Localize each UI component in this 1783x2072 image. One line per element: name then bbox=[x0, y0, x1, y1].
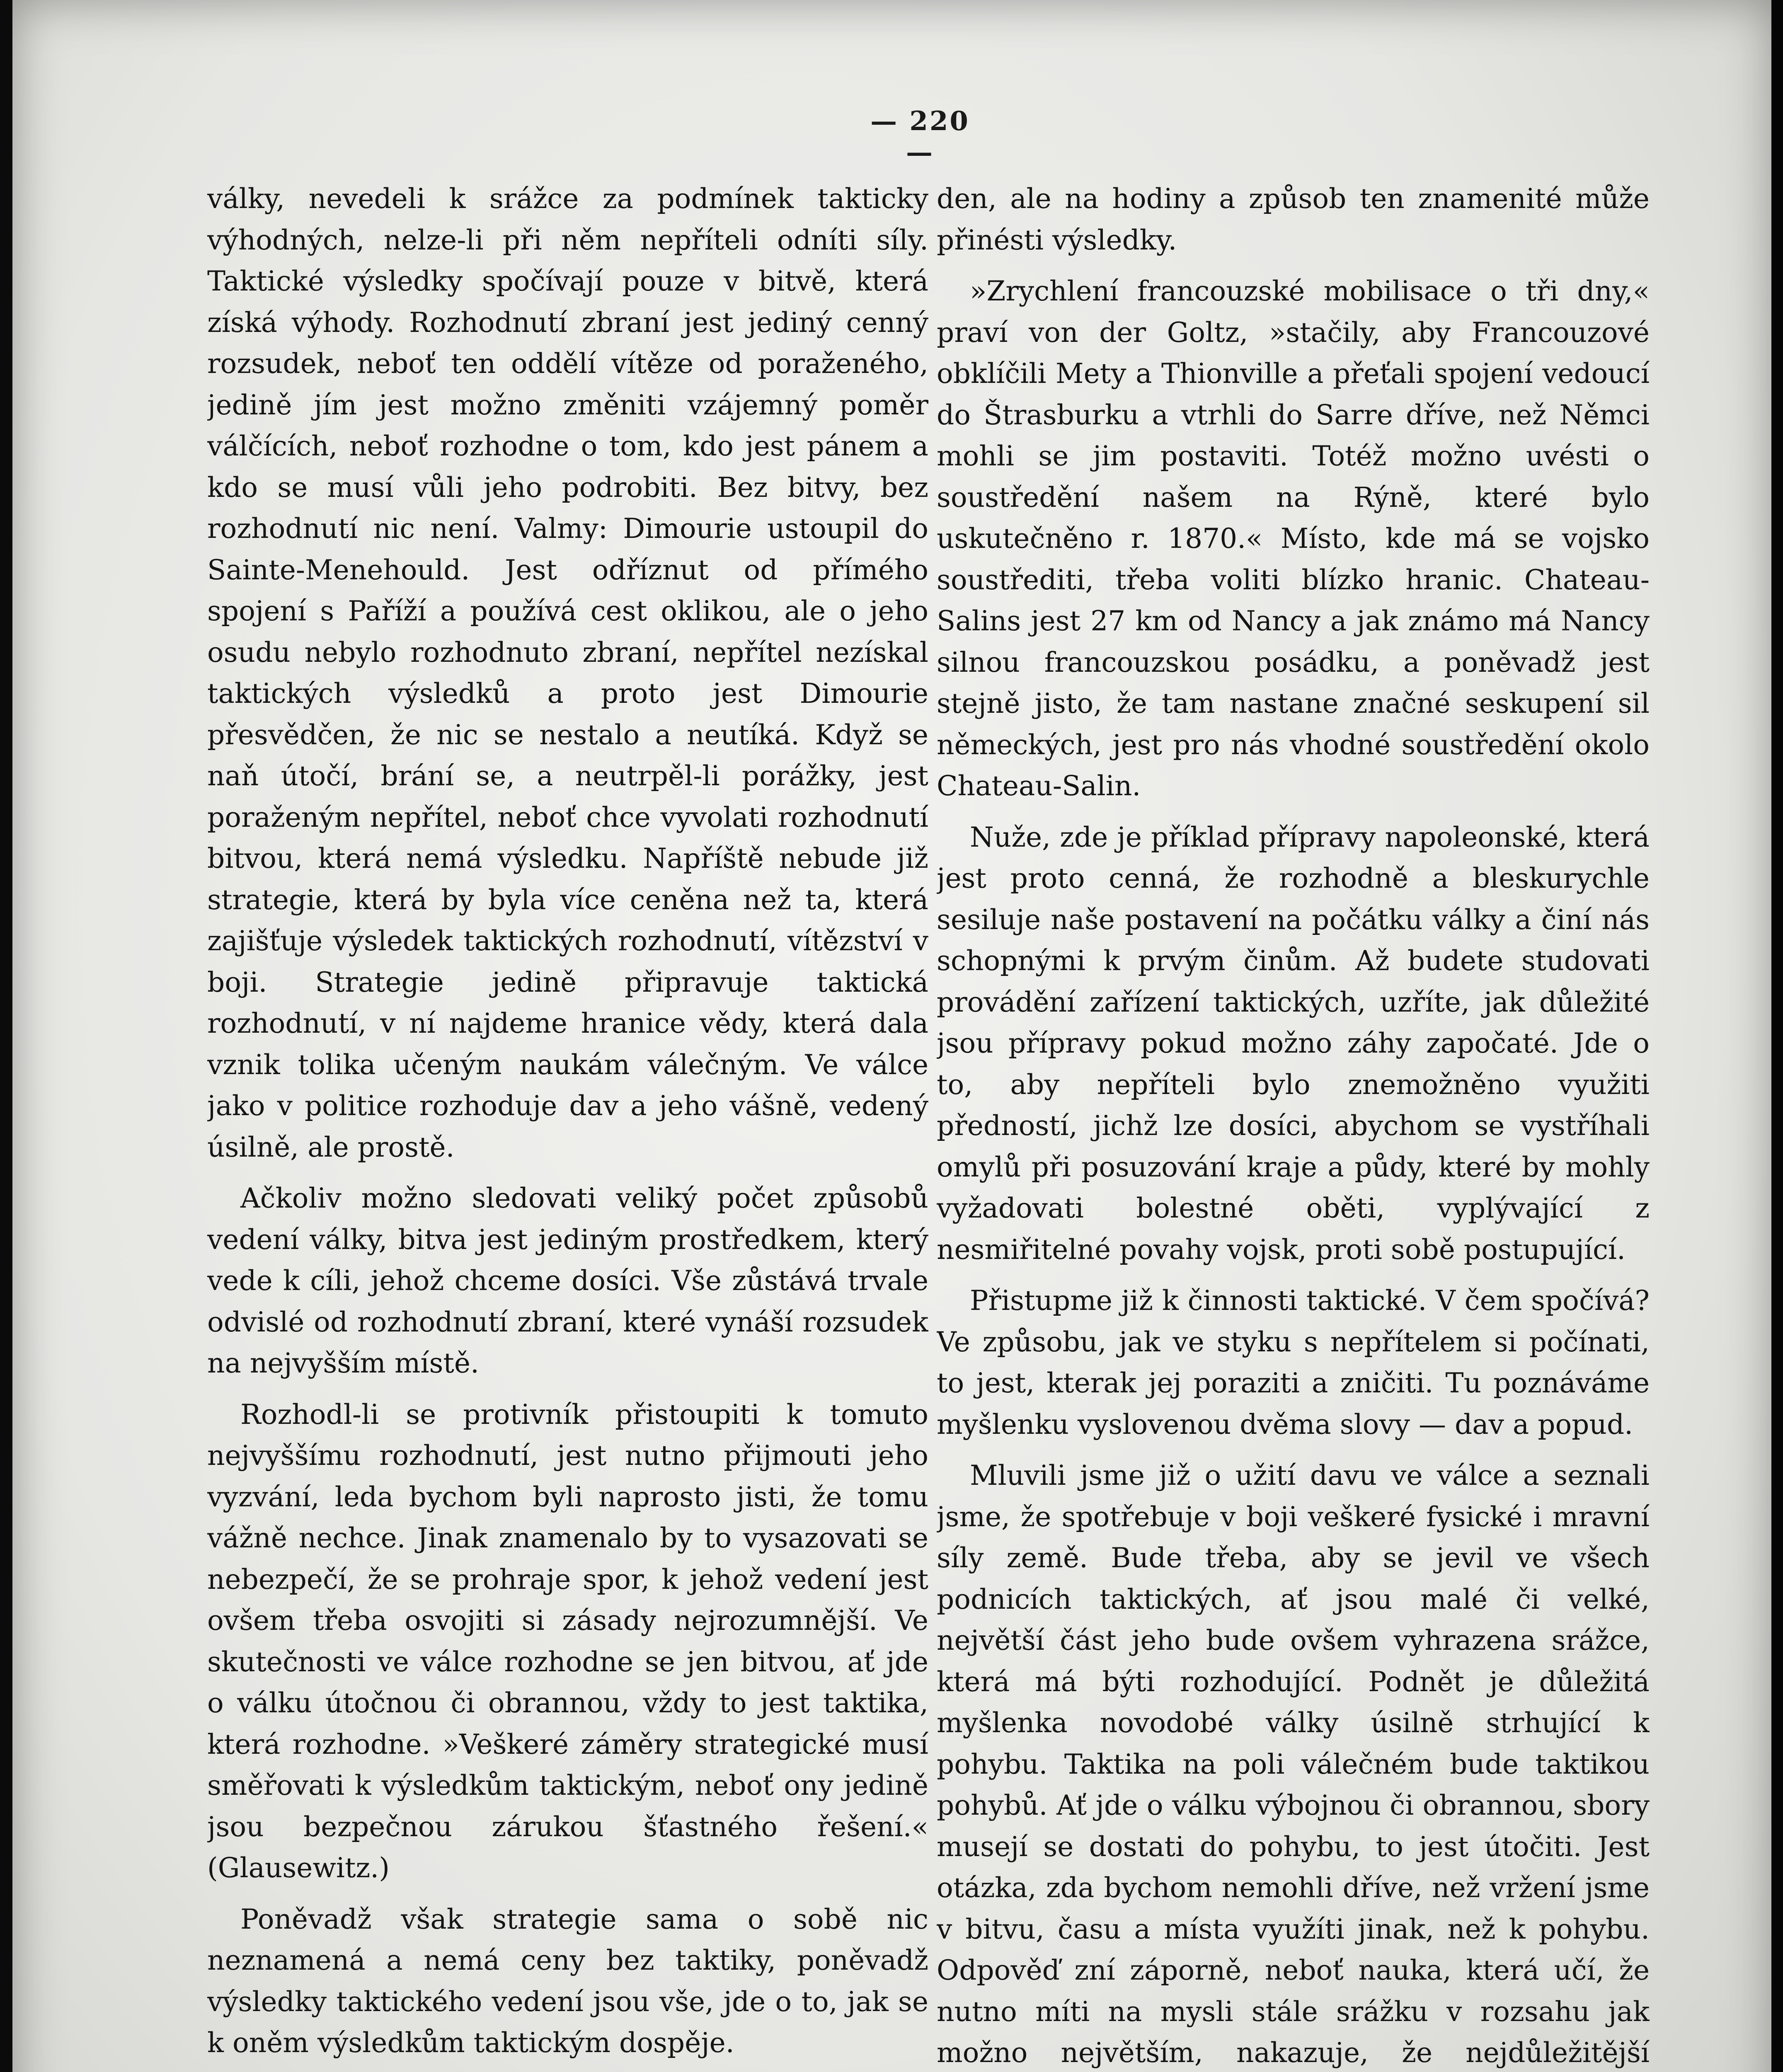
paragraph: den, ale na hodiny a způsob ten znamenité může přinésti výsledky. bbox=[937, 183, 1650, 256]
paragraph: války, nevedeli k srážce za podmínek takticky výhodných, nelze-li při něm nepříteli odníti síly. Taktické výsledky spočívají pouze v bitvě, která získá výhody. Rozhodnutí zbraní jest jediný cenný rozsudek, neboť ten oddělí vítěze od poraženého, jedině jím jest možno změniti vzájemný poměr válčících, neboť rozhodne o tom, kdo jest pánem a kdo se musí vůli jeho podrobiti. Bez bitvy, bez rozhodnutí nic není. Valmy: Dimourie ustoupil do Sainte-Menehould. Jest odříznut od přímého spojení s Paříží a používá cest oklikou, ale o jeho osudu nebylo rozhodnuto zbraní, nepřítel nezískal taktických výsledků a proto jest Dimourie přesvědčen, že nic se nestalo a neutíká. Když se naň útočí, brání se, a neutrpěl-li porážky, jest poraženým nepřítel, neboť chce vyvolati rozhodnutí bitvou, která nemá výsledku. Napříště nebude již strategie, která by byla více ceněna než ta, která zajišťuje výsledek taktických rozhodnutí, vítězství v boji. Strategie jedině připravuje taktická rozhodnutí, v ní najdeme hranice vědy, která dala vznik tolika učeným naukám válečným. Ve válce jako v politice rozhoduje dav a jeho vášně, vedený úsilně, ale prostě. bbox=[207, 183, 928, 1163]
paragraph: Ačkoliv možno sledovati veliký počet způsobů vedení války, bitva jest jediným prostředkem, který vede k cíli, jehož chceme dosíci. Vše zůstává trvale odvislé od rozhodnutí zbraní, které vynáší rozsudek na nejvyšším místě. bbox=[207, 1182, 928, 1379]
paragraph: Poněvadž však strategie sama o sobě nic neznamená a nemá ceny bez taktiky, poněvadž výsledky taktického vedení jsou vše, jde o to, jak se k oněm výsledkům taktickým dospěje. bbox=[207, 1903, 928, 2059]
paragraph: Rozhodl-li se protivník přistoupiti k tomuto nejvyššímu rozhodnutí, jest nutno přijmouti jeho vyzvání, leda bychom byli naprosto jisti, že tomu vážně nechce. Jinak znamenalo by to vysazovati se nebezpečí, že se prohraje spor, k jehož vedení jest ovšem třeba osvojiti si zásady nejrozumnější. Ve skutečnosti ve válce rozhodne se jen bitvou, ať jde o válku útočnou či obrannou, vždy to jest taktika, která rozhodne. »Veškeré záměry strategické musí směřovati k výsledkům taktickým, neboť ony jedině jsou bezpečnou zárukou šťastného řešení.« (Glausewitz.) bbox=[207, 1398, 928, 1884]
paragraph: Nuže, zde je příklad přípravy napoleonské, která jest proto cenná, že rozhodně a bleskurychle sesiluje naše postavení na počátku války a činí nás schopnými k prvým činům. Až budete studovati provádění zařízení taktických, uzříte, jak důležité jsou přípravy pokud možno záhy započaté. Jde o to, aby nepříteli bylo znemožněno využiti předností, jichž lze dosíci, abychom se vystříhali omylů při posuzování kraje a půdy, které by mohly vyžadovati bolestné oběti, vyplývající z nesmiřitelné povahy vojsk, proti sobě postupující. bbox=[937, 821, 1650, 1266]
page-number: — 220 — bbox=[870, 106, 970, 168]
paragraph: Přistupme již k činnosti taktické. V čem spočívá? Ve způsobu, jak ve styku s nepřítelem si počínati, to jest, kterak jej poraziti a zničiti. Tu poznáváme myšlenku vyslovenou dvěma slovy — dav a popud. bbox=[937, 1285, 1650, 1440]
paragraph: »Zrychlení francouzské mobilisace o tři dny,« praví von der Goltz, »stačily, aby Francouzové obklíčili Mety a Thionville a přeťali spojení vedoucí do Štrasburku a vtrhli do Sarre dříve, než Němci mohli se jim postaviti. Totéž možno uvésti o soustředění našem na Rýně, které bylo uskutečněno r. 1870.« Místo, kde má se vojsko soustřediti, třeba voliti blízko hranic. Chateau-Salins jest 27 km od Nancy a jak známo má Nancy silnou francouzskou posádku, a poněvadž jest stejně jisto, že tam nastane značné seskupení sil německých, jest pro nás vhodné soustředění okolo Chateau-Salin. bbox=[937, 275, 1650, 802]
scan-border bbox=[1771, 0, 1783, 2072]
paragraph: Mluvili jsme již o užití davu ve válce a seznali jsme, že spotřebuje v boji veškeré fysické i mravní síly země. Bude třeba, aby se jevil ve všech podnicích taktických, ať jsou malé či velké, největší část jeho bude ovšem vyhrazena srážce, která má býti rozhodující. Podnět je důležitá myšlenka novodobé války úsilně strhující k pohybu. Taktika na poli válečném bude taktikou pohybů. Ať jde o válku výbojnou či obrannou, sbory musejí se dostati do pohybu, to jest útočiti. Jest otázka, zda bychom nemohli dříve, než vržení jsme v bitvu, času a místa využíti jinak, než k pohybu. Odpověď zní záporně, neboť nauka, která učí, že nutno míti na mysli stále srážku v rozsahu jak možno největším, nakazuje, že nejdůležitější bbox=[937, 1460, 1650, 2069]
scanned-page bbox=[12, 0, 1774, 2072]
left-column bbox=[207, 178, 928, 2072]
right-column bbox=[937, 178, 1650, 2072]
